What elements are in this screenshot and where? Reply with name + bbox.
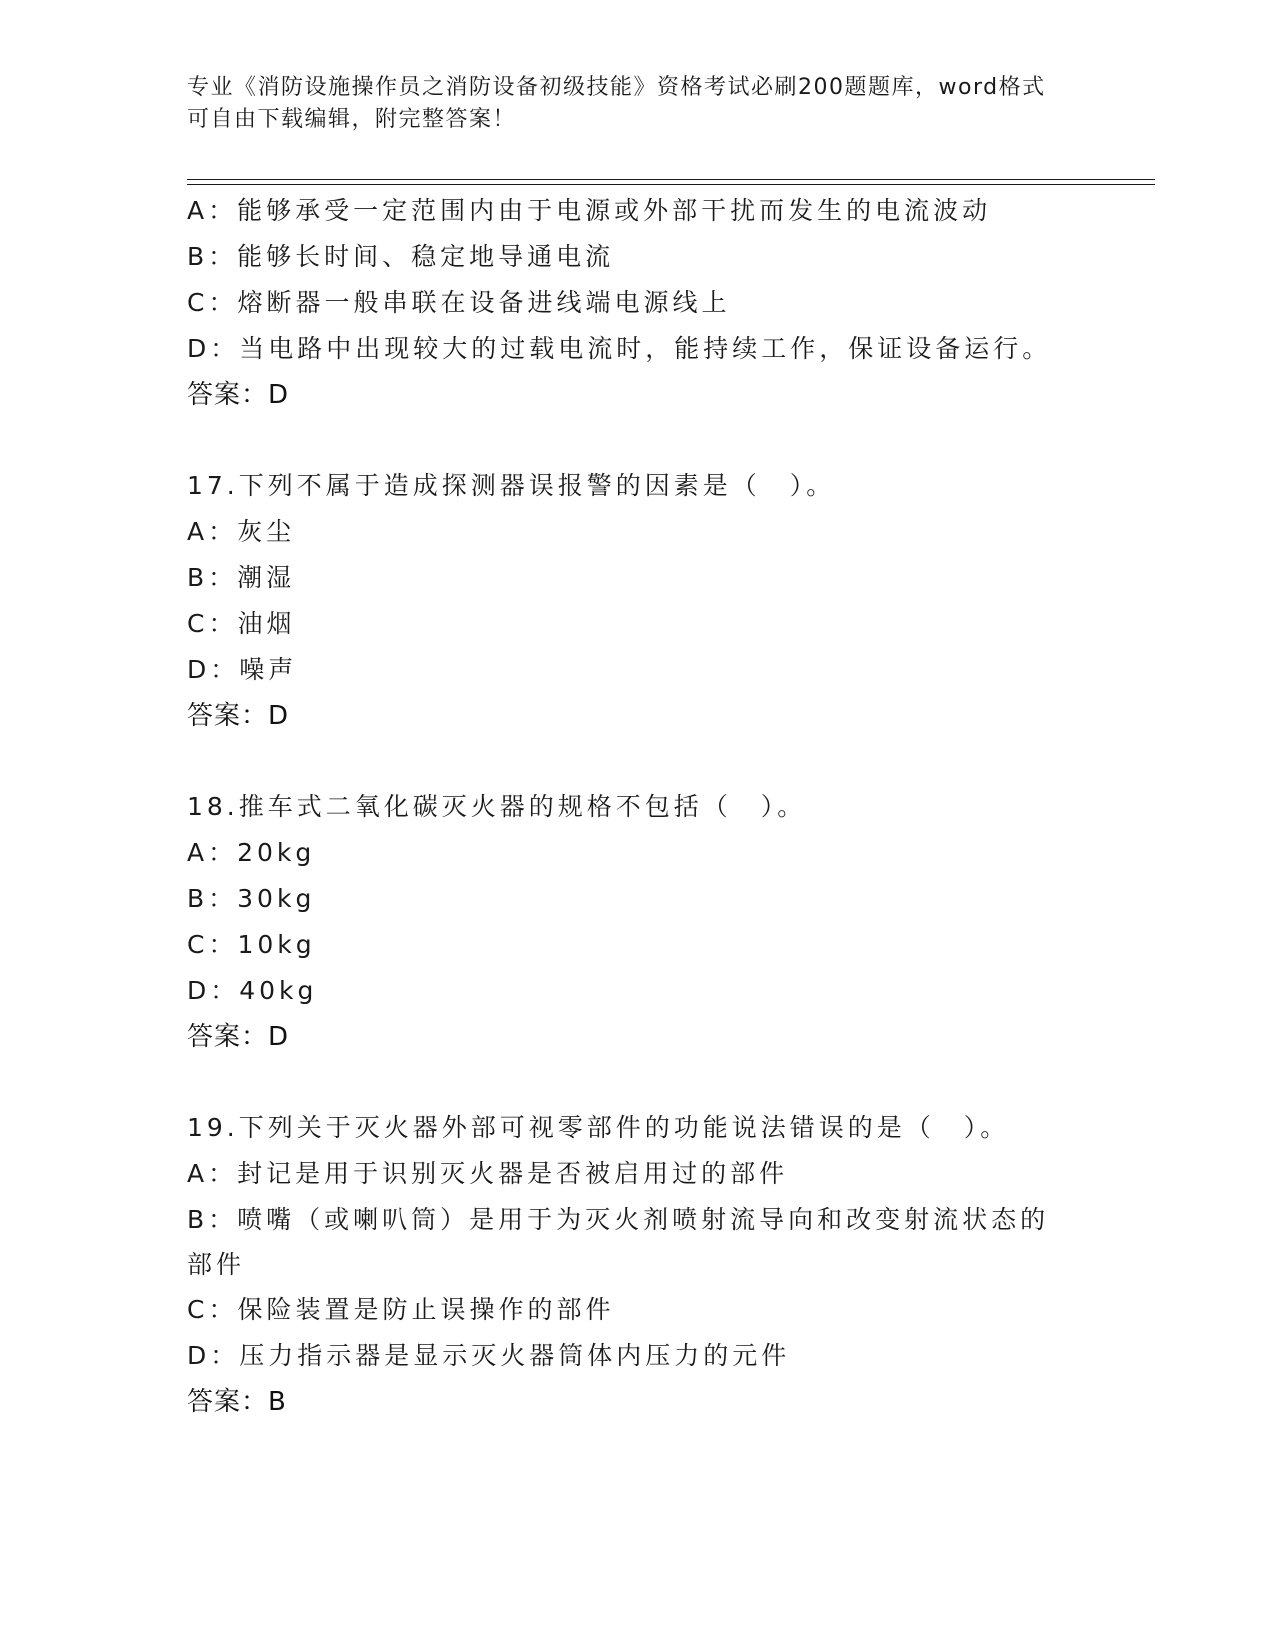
- answer: 答案：D: [187, 1022, 290, 1052]
- option-c: C：油烟: [187, 609, 296, 638]
- option-b: B：30kg: [187, 884, 316, 913]
- option-c: C：熔断器一般串联在设备进线端电源线上: [187, 288, 731, 317]
- option-a: A：20kg: [187, 838, 316, 867]
- question-17: [187, 463, 1087, 739]
- option-c: C：10kg: [187, 930, 316, 959]
- question-19: [187, 1105, 1087, 1425]
- question-list: [187, 188, 1087, 1425]
- option-b: B：喷嘴（或喇叭筒）是用于为灭火剂喷射流导向和改变射流状态的部件: [187, 1205, 1050, 1279]
- option-d: D：40kg: [187, 976, 318, 1005]
- question-stem: 19.下列关于灭火器外部可视零部件的功能说法错误的是（ ）。: [187, 1113, 1010, 1142]
- option-d: D：噪声: [187, 655, 298, 684]
- question-stem: 17.下列不属于造成探测器误报警的因素是（ ）。: [187, 471, 836, 500]
- document-header: 专业《消防设施操作员之消防设备初级技能》资格考试必刷200题题库，word格式可自由下载编辑，附完整答案！: [187, 75, 1046, 132]
- header-rule-top: [187, 179, 1155, 180]
- option-b: B：能够长时间、稳定地导通电流: [187, 242, 615, 271]
- question-stem: 18.推车式二氧化碳灭火器的规格不包括（ ）。: [187, 792, 807, 821]
- option-c: C：保险装置是防止误操作的部件: [187, 1295, 615, 1324]
- answer: 答案：D: [187, 380, 290, 410]
- option-a: A：封记是用于识别灭火器是否被启用过的部件: [187, 1159, 789, 1188]
- header-rule-bottom: [187, 184, 1155, 185]
- answer: 答案：B: [187, 1387, 287, 1417]
- option-a: A：能够承受一定范围内由于电源或外部干扰而发生的电流波动: [187, 196, 992, 225]
- answer: 答案：D: [187, 701, 290, 731]
- option-a: A：灰尘: [187, 517, 296, 546]
- option-d: D：压力指示器是显示灭火器筒体内压力的元件: [187, 1341, 791, 1370]
- option-b: B：潮湿: [187, 563, 296, 592]
- option-d: D：当电路中出现较大的过载电流时，能持续工作，保证设备运行。: [187, 334, 1052, 363]
- question-18: [187, 784, 1087, 1060]
- question-16-continued: [187, 188, 1087, 418]
